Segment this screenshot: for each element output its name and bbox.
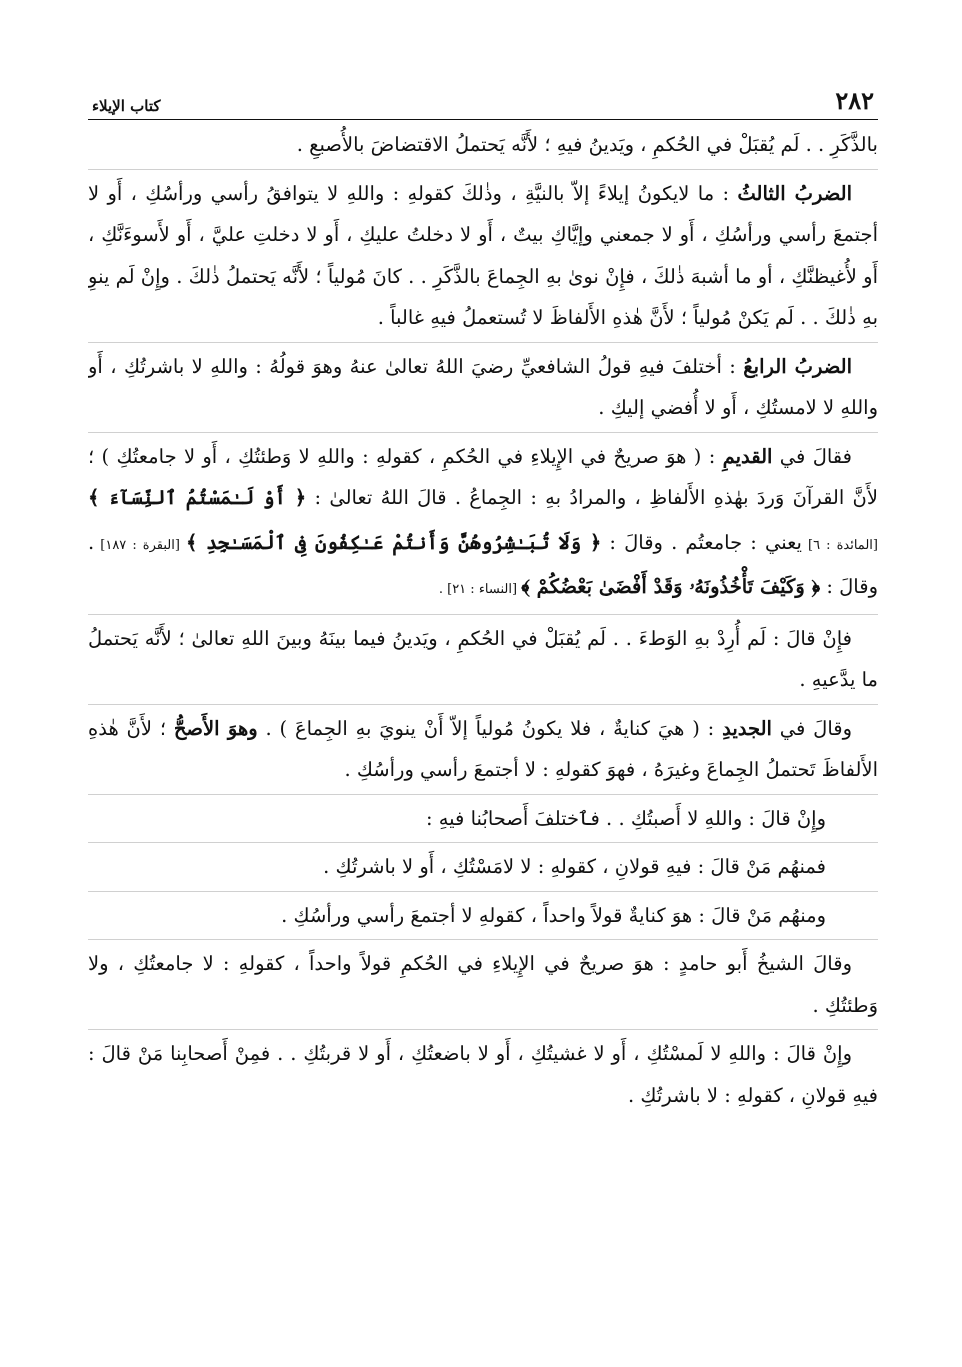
paragraph-8 <box>88 842 878 891</box>
paragraph-2 <box>88 169 878 342</box>
paragraph-text: . وقالَ : <box>88 530 878 598</box>
paragraph-text: وقالَ في <box>771 716 852 740</box>
paragraph-text: ومنهُم مَنْ قالَ : هوَ كنايةٌ قولاً واحداً ، كقولهِ لا أجتمعَ رأسي ورأسُكِ . <box>281 903 826 927</box>
paragraph-text: فقالَ في <box>772 444 852 468</box>
section-heading-fourth-type: الضربُ الرابعُ <box>743 354 852 378</box>
body-text <box>88 124 878 1119</box>
paragraph-9 <box>88 891 878 940</box>
paragraph-6 <box>88 704 878 794</box>
paragraph-text: ؛ لأَنَّ هٰذهِ الأَلفاظَ تَحتملُ الجِماعَ وغيرَهُ ، فهوَ كقولهِ : لا أجتمعَ رأسي ورأسُكِ . <box>88 716 878 781</box>
paragraph-10 <box>88 939 878 1029</box>
paragraph-text: : ( هوَ صريحٌ في الإِيلاءِ في الحُكمِ ، كقولهِ : واللهِ لا وَطئتُكِ ، أَو لا جامعتُكِ ) ؛ لأَنَّ القرآنَ وَردَ بهٰذهِ الأَلفاظِ ، والمرادُ بهِ : الجِماعُ . قالَ اللهُ تعالىٰ : <box>88 444 878 509</box>
quran-verse: ﴿ وَكَيْفَ تَأْخُذُونَهُۥ وَقَدْ أَفْضَىٰ بَعْضُكُمْ ﴾ <box>521 575 821 598</box>
running-header <box>88 80 878 120</box>
paragraph-1 <box>88 124 878 169</box>
paragraph-4 <box>88 432 878 614</box>
keyword-old-opinion: القديمِ <box>722 444 773 468</box>
paragraph-text: فمنهُم مَنْ قالَ : فيهِ قولانِ ، كقولهِ : لا لامَسْتُكِ ، أَو لا باشرتُكِ . <box>323 855 826 878</box>
paragraph-text: : ( هيَ كنايةٌ ، فلا يكونُ مُولياً إلاّ أَنْ ينويَ بهِ الجِماعَ ) . <box>257 716 723 740</box>
section-heading-third-type: الضربُ الثالثُ <box>737 181 852 205</box>
paragraph-text: وقالَ الشيخُ أَبو حامدٍ : هوَ صريحٌ في الإِيلاءِ في الحُكمِ قولاً واحداً ، كقولهِ : لا جامعتُكِ ، ولا وَطئتُكِ . <box>88 952 878 1017</box>
paragraph-text: : أختلفَ فيهِ قولُ الشافعيِّ رضيَ اللهُ تعالىٰ عنهُ وهوَ قولُهُ : واللهِ لا باشرتُكِ ، أَو واللهِ لا لامستُكِ ، أَو لا أُفضي إليكِ . <box>88 354 878 419</box>
paragraph-11 <box>88 1029 878 1119</box>
verse-reference: [المائدة : ٦] <box>801 537 878 553</box>
paragraph-text: وإِنْ قالَ : واللهِ لا لَمسْتُكِ ، أَو لا غشيتُكِ ، أَو لا باضعتُكِ ، أَو لا قربتُكِ . . فمِنْ أَصحابِنا مَنْ قالَ : فيهِ قولانِ ، كقولهِ : لا باشرتُكِ . <box>88 1042 878 1107</box>
paragraph-text: وإِنْ قالَ : واللهِ لا أَصبتُكِ . . فٱختلفَ أَصحابُنا فيهِ : <box>425 806 826 830</box>
quran-verse: ﴿ أَوْ لَـٰمَسْتُمُ ٱلنِّسَآءَ ﴾ <box>88 486 307 509</box>
paragraph-3 <box>88 342 878 432</box>
paragraph-5 <box>88 614 878 704</box>
keyword-most-correct: وهوَ الأَصحُّ <box>173 716 258 740</box>
paragraph-text: فإِنْ قالَ : لَم أُرِدْ بهِ الوَطءَ . . لَم يُقبَلْ في الحُكمِ ، ويَدينُ فيما بينَهُ وبينَ اللهِ تعالىٰ ؛ لأَنَّه يَحتملُ ما يدَّعيهِ . <box>88 626 878 691</box>
book-page <box>88 80 878 1340</box>
keyword-new-opinion: الجديدِ <box>722 716 772 740</box>
chapter-title: كتاب الإيلاء <box>92 97 161 115</box>
page-number: ٢٨٢ <box>835 86 874 115</box>
verse-reference: [البقرة : ١٨٧] <box>94 537 187 553</box>
paragraph-text: : ما لايكونُ إيلاءً إلاّ بالنيَّةِ ، وذٰلكَ كقولهِ : واللهِ لا يتوافقُ رأسي ورأسُكِ ، أَو لا أجتمعَ رأسي ورأسُكِ ، أَو لا جمعني وإيَّاكِ بيتٌ ، أَو لا دخلتُ عليكِ ، أَو لا دخلتِ عليَّ ، أَو لأَسوءَنَّكِ ، أَو لأُغيظنَّكِ ، أو ما أشبهَ ذٰلكَ ، فإِنْ نوىٰ بهِ الجِماعَ بالذَّكَرِ . . كانَ مُولياً ؛ لأَنَّه يَحتملُ ذٰلكَ . وإِنْ لَم ينوِ بهِ ذٰلكَ . . لَم يَكنْ مُولياً ؛ لأَنَّ هٰذهِ الأَلفاظَ لا تُستعملُ فيهِ غالباً . <box>88 181 878 329</box>
paragraph-text: بالذَّكَرِ . . لَم يُقبَلْ في الحُكمِ ، ويَدينُ فيهِ ؛ لأَنَّه يَحتملُ الاقتضاضَ بالأُصبعِ . <box>296 133 878 156</box>
verse-reference: [النساء : ٢١] . <box>438 582 522 597</box>
paragraph-text: يعني : جامعتُم . وقالَ : <box>601 530 802 554</box>
quran-verse: ﴿ وَلَا تُبَـٰشِرُوهُنَّ وَأَنتُمْ عَـٰكِفُونَ فِى ٱلْمَسَـٰجِدِ ﴾ <box>186 530 602 554</box>
paragraph-7 <box>88 794 878 843</box>
